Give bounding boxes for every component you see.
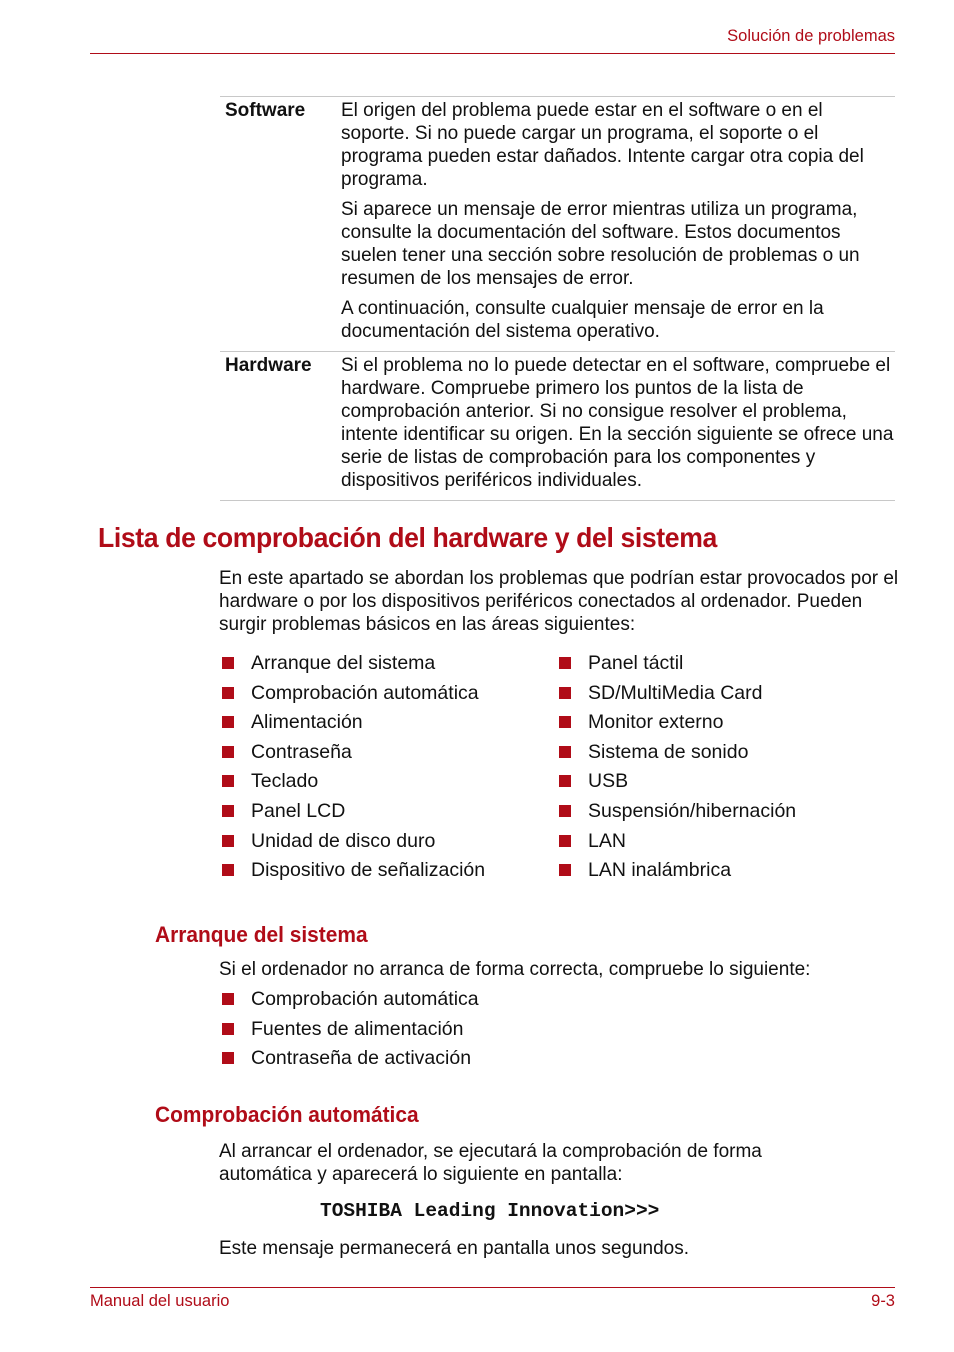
list-item: Panel LCD [219, 800, 485, 830]
page-number: 9-3 [871, 1292, 895, 1310]
footer-title: Manual del usuario [90, 1292, 230, 1310]
row-description [341, 97, 895, 343]
startup-intro: Si el ordenador no arranca de forma correcta, compruebe lo siguiente: [219, 959, 811, 980]
paragraph: A continuación, consulte cualquier mensaje de error en la documentación del sistema operativo. [341, 298, 824, 342]
list-item: LAN inalámbrica [556, 859, 796, 889]
row-description [341, 352, 895, 492]
list-item: Comprobación automática [219, 988, 479, 1018]
running-header: Solución de problemas [727, 27, 895, 45]
bullet-icon [222, 716, 234, 728]
paragraph: Si el problema no lo puede detectar en el software, compruebe el hardware. Compruebe primero los puntos de la lista de comprobación anterior. Si no consigue resolver el problema, intente identificar su origen. En la sección siguiente se ofrece una serie de listas de comprobación para los componentes y dispositivos periféricos individuales. [341, 355, 894, 491]
bullet-icon [222, 687, 234, 699]
list-item: Contraseña de activación [219, 1047, 479, 1077]
bullet-icon [559, 835, 571, 847]
list-item: Arranque del sistema [219, 652, 485, 682]
list-item: Alimentación [219, 711, 485, 741]
section-intro: En este apartado se abordan los problemas que podrían estar provocados por el hardware o por los dispositivos periféricos conectados al ordenador. Pueden surgir problemas básicos en las áreas siguientes: [219, 568, 899, 635]
row-label: Software [225, 100, 306, 121]
selftest-intro: Al arrancar el ordenador, se ejecutará la comprobación de forma automática y aparecerá lo siguiente en pantalla: [219, 1141, 762, 1185]
bullet-icon [559, 716, 571, 728]
bullet-icon [222, 864, 234, 876]
paragraph: Si aparece un mensaje de error mientras utiliza un programa, consulte la documentación del software. Estos documentos suelen tener una sección sobre resolución de problemas o un resumen de los mensajes de error. [341, 199, 860, 289]
list-item: LAN [556, 830, 796, 860]
bullet-icon [559, 775, 571, 787]
list-item: Monitor externo [556, 711, 796, 741]
paragraph: El origen del problema puede estar en el software o en el soporte. Si no puede cargar un programa, el soporte o el programa pueden estar dañados. Intente cargar otra copia del programa. [341, 100, 864, 190]
subsection-heading-selftest: Comprobación automática [155, 1102, 419, 1127]
areas-list-right [556, 652, 796, 889]
bullet-icon [559, 805, 571, 817]
bullet-icon [559, 864, 571, 876]
areas-list-left [219, 652, 485, 889]
list-item: Teclado [219, 770, 485, 800]
list-item: Panel táctil [556, 652, 796, 682]
selftest-after: Este mensaje permanecerá en pantalla unos segundos. [219, 1238, 690, 1259]
list-item: Suspensión/hibernación [556, 800, 796, 830]
table-row-software [220, 97, 895, 352]
bullet-icon [559, 687, 571, 699]
startup-list [219, 988, 479, 1077]
list-item: Contraseña [219, 741, 485, 771]
footer-rule [90, 1287, 895, 1288]
list-item: Sistema de sonido [556, 741, 796, 771]
table-row-hardware [220, 352, 895, 501]
list-item: Fuentes de alimentación [219, 1018, 479, 1048]
row-label: Hardware [225, 355, 312, 376]
list-item: USB [556, 770, 796, 800]
screen-message: TOSHIBA Leading Innovation>>> [320, 1200, 660, 1222]
bullet-icon [222, 775, 234, 787]
bullet-icon [222, 1052, 234, 1064]
bullet-icon [222, 835, 234, 847]
list-item: Dispositivo de señalización [219, 859, 485, 889]
header-rule [90, 53, 895, 54]
subsection-heading-startup: Arranque del sistema [155, 922, 368, 947]
list-item: Unidad de disco duro [219, 830, 485, 860]
bullet-icon [559, 746, 571, 758]
bullet-icon [222, 1023, 234, 1035]
list-item: Comprobación automática [219, 682, 485, 712]
troubleshooting-table [220, 96, 895, 501]
bullet-icon [222, 746, 234, 758]
bullet-icon [559, 657, 571, 669]
section-heading: Lista de comprobación del hardware y del sistema [98, 522, 717, 553]
bullet-icon [222, 657, 234, 669]
bullet-icon [222, 805, 234, 817]
bullet-icon [222, 993, 234, 1005]
list-item: SD/MultiMedia Card [556, 682, 796, 712]
